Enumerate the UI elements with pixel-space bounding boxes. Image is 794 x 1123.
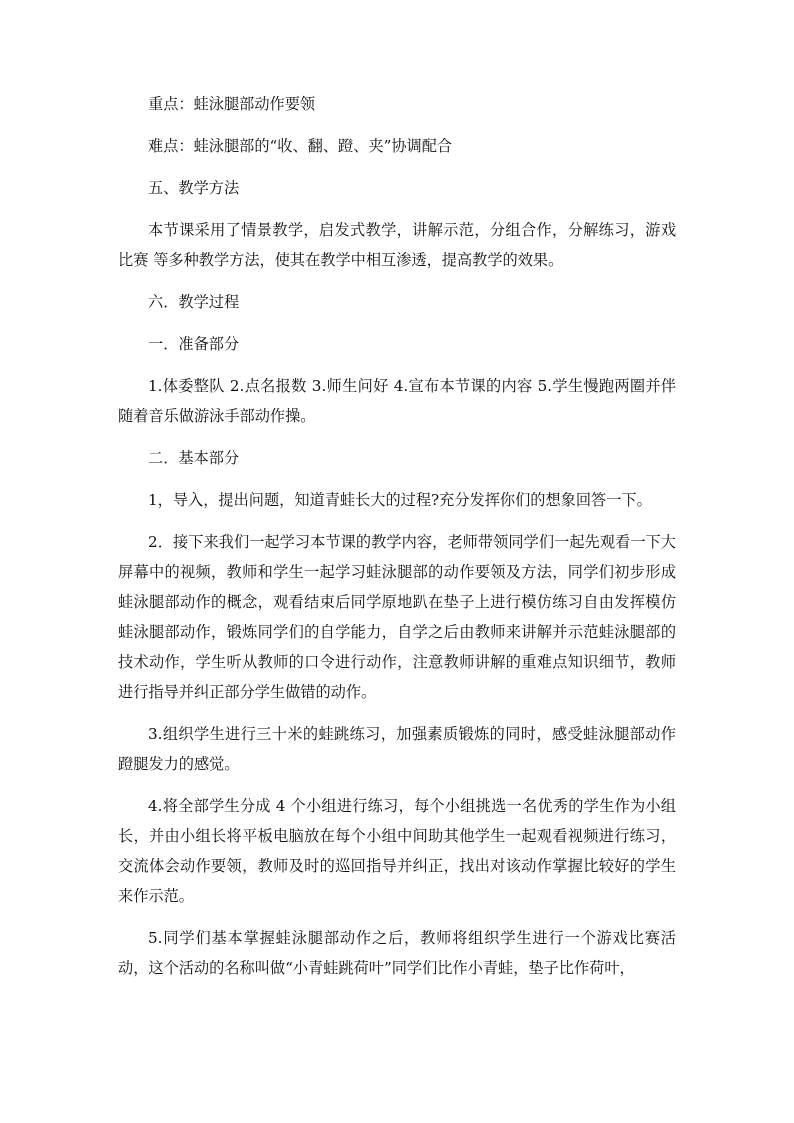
basic-part-item-3: 3.组织学生进行三十米的蛙跳练习，加强素质锻炼的同时，感受蛙泳腿部动作蹬腿发力的感觉。: [118, 725, 676, 773]
subsection-heading-basic-part: 二．基本部分: [148, 449, 240, 467]
basic-part-item-5: 5.同学们基本掌握蛙泳腿部动作之后，教师将组织学生进行一个游戏比赛活动，这个活动的名称叫做“小青蛙跳荷叶”同学们比作小青蛙，垫子比作荷叶，: [118, 929, 676, 977]
section-heading-teaching-methods: 五、教学方法: [148, 179, 240, 197]
subsection-heading-preparation: 一．准备部分: [148, 335, 240, 353]
teaching-methods-paragraph: 本节课采用了情景教学，启发式教学，讲解示范，分组合作，分解练习，游戏比赛 等多种教学方法，使其在教学中相互渗透，提高教学的效果。: [118, 221, 676, 269]
basic-part-item-1: 1，导入，提出问题，知道青蛙长大的过程?充分发挥你们的想象回答一下。: [148, 491, 652, 509]
preparation-paragraph: 1.体委整队 2.点名报数 3.师生问好 4.宣布本节课的内容 5.学生慢跑两圈并伴随着音乐做游泳手部动作操。: [118, 377, 676, 425]
key-point-paragraph: 重点：蛙泳腿部动作要领: [148, 95, 316, 113]
basic-part-item-2: 2．接下来我们一起学习本节课的教学内容，老师带领同学们一起先观看一下大屏幕中的视频，教师和学生一起学习蛙泳腿部的动作要领及方法，同学们初步形成蛙泳腿部动作的概念，观看结束后同学原地趴在垫子上进行模仿练习自由发挥模仿蛙泳腿部动作，锻炼同学们的自学能力，自学之后由教师来讲解并示范蛙泳腿部的技术动作，学生听从教师的口令进行动作，注意教师讲解的重难点知识细节，教师进行指导并纠正部分学生做错的动作。: [118, 533, 676, 701]
difficulty-paragraph: 难点：蛙泳腿部的“收、翻、蹬、夹”协调配合: [148, 137, 453, 155]
section-heading-teaching-process: 六．教学过程: [148, 293, 240, 311]
basic-part-item-4: 4.将全部学生分成 4 个小组进行练习，每个小组挑选一名优秀的学生作为小组长，并由小组长将平板电脑放在每个小组中间助其他学生一起观看视频进行练习，交流体会动作要领，教师及时的巡回指导并纠正，找出对该动作掌握比较好的学生来作示范。: [118, 797, 676, 905]
